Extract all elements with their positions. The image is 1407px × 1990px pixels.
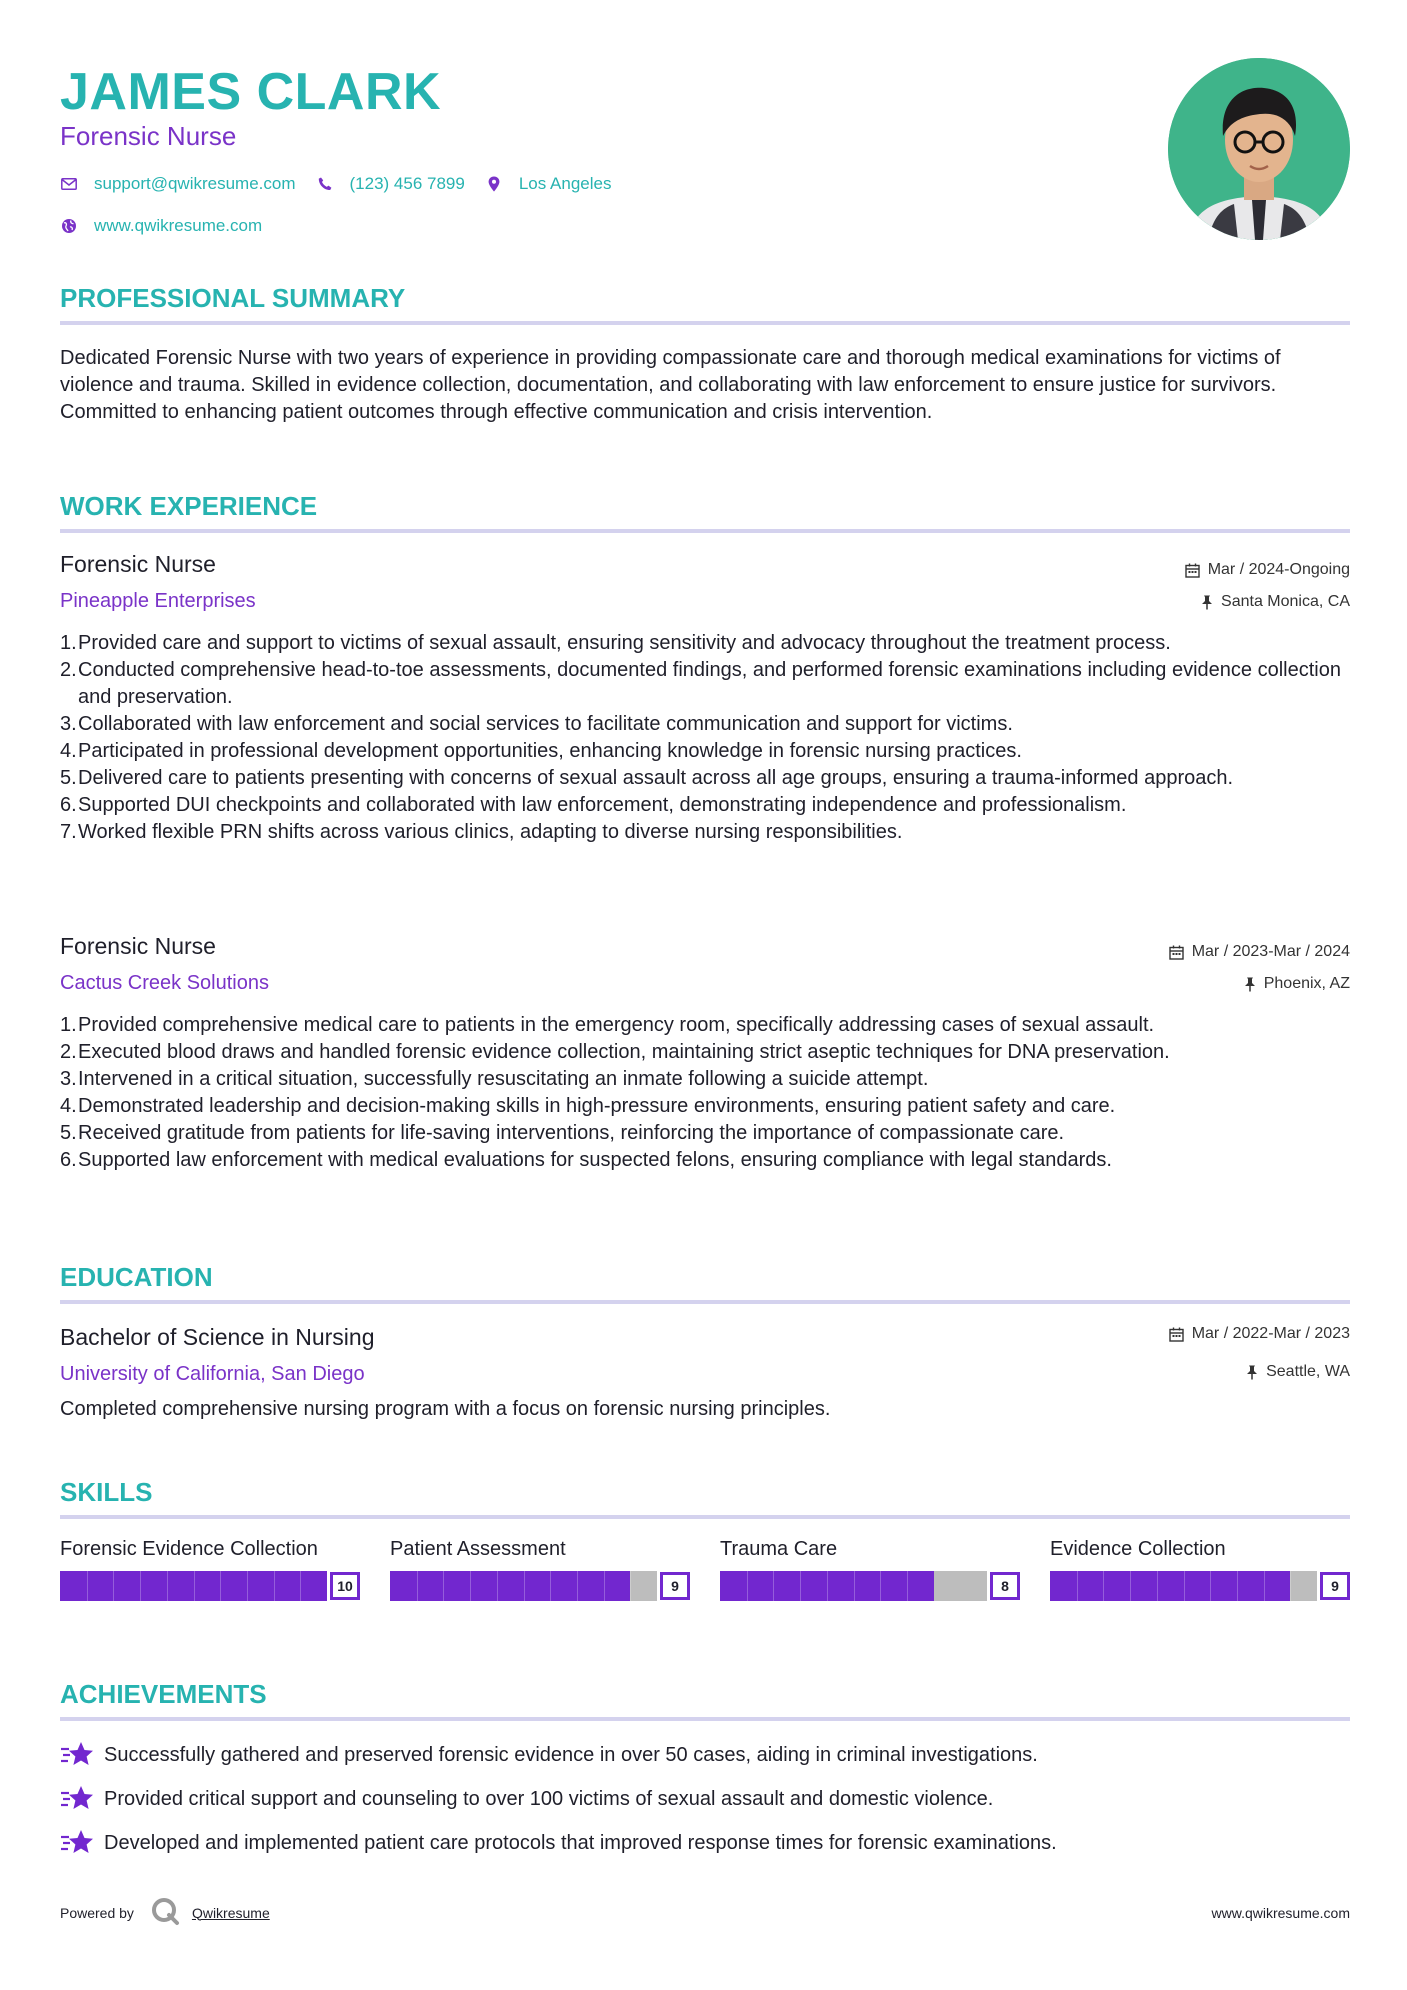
skill-name: Patient Assessment	[390, 1538, 566, 1560]
job-title-1: Forensic Nurse	[60, 551, 216, 577]
list-item: Executed blood draws and handled forensic evidence collection, maintaining strict aseptic techniques for DNA preservation.	[78, 1041, 1170, 1063]
list-item: Received gratitude from patients for life-saving interventions, reinforcing the importance of compassionate care.	[78, 1122, 1065, 1144]
qwikresume-link[interactable]: Qwikresume	[191, 1904, 270, 1921]
summary-heading: PROFESSIONAL SUMMARY	[60, 283, 406, 313]
skill-name: Trauma Care	[720, 1538, 838, 1560]
company-1: Pineapple Enterprises	[60, 590, 256, 612]
skill-bar-segment	[550, 1571, 551, 1601]
calendar-icon	[1185, 563, 1200, 578]
skill-bar-segment	[140, 1571, 141, 1601]
achievement-text: Developed and implemented patient care protocols that improved response times for forensic examinations.	[104, 1831, 1057, 1854]
powered-by-label: Powered by	[60, 1904, 134, 1921]
skill-bar-segment	[194, 1571, 195, 1601]
footer-website[interactable]: www.qwikresume.com	[1211, 1905, 1350, 1921]
list-item: Worked flexible PRN shifts across various clinics, adapting to diverse nursing responsibilities.	[78, 821, 903, 843]
company-2: Cactus Creek Solutions	[60, 972, 269, 994]
skill-bar-segment	[497, 1571, 498, 1601]
skill-bar-segment	[630, 1571, 631, 1601]
skill-name: Forensic Evidence Collection	[60, 1538, 318, 1560]
contact-info	[60, 172, 631, 256]
skill-item	[1050, 1536, 1350, 1601]
globe-icon	[60, 217, 78, 235]
phone-icon	[316, 175, 334, 193]
achievement-text: Provided critical support and counseling to over 100 victims of sexual assault and domestic violence.	[104, 1787, 994, 1810]
list-item: Intervened in a critical situation, successfully resuscitating an inmate following a suicide attempt.	[78, 1068, 929, 1090]
degree-title: Bachelor of Science in Nursing	[60, 1324, 375, 1350]
job-date-2	[1169, 941, 1350, 963]
candidate-role: Forensic Nurse	[60, 121, 237, 151]
skill-item	[60, 1536, 360, 1601]
job-location-1	[1201, 591, 1350, 613]
job-bullets-1	[60, 630, 1350, 846]
pushpin-icon	[1201, 595, 1213, 610]
job-date-text-1: Mar / 2024-Ongoing	[1207, 561, 1350, 578]
achievement-item	[60, 1828, 1057, 1858]
education-date	[1169, 1323, 1350, 1345]
contact-email[interactable]	[60, 174, 296, 194]
list-item: Conducted comprehensive head-to-toe assessments, documented findings, and performed forensic examinations including evidence collection and preservation.	[78, 659, 1341, 708]
skill-bar-segment	[1157, 1571, 1158, 1601]
education-date-text: Mar / 2022-Mar / 2023	[1191, 1325, 1350, 1342]
skill-level-badge: 9	[660, 1572, 690, 1600]
skill-bar-segment	[880, 1571, 881, 1601]
contact-website[interactable]	[60, 216, 262, 236]
skill-bar-segment	[773, 1571, 774, 1601]
skill-rating-bar	[1050, 1571, 1350, 1601]
skill-bar-segment	[1077, 1571, 1078, 1601]
achievements-heading: ACHIEVEMENTS	[60, 1679, 267, 1709]
skill-level-badge: 8	[990, 1572, 1020, 1600]
skill-bar-segment	[417, 1571, 418, 1601]
skill-rating-bar	[390, 1571, 690, 1601]
list-item: Participated in professional development opportunities, enhancing knowledge in forensic nursing practices.	[78, 740, 1022, 762]
phone-text: (123) 456 7899	[349, 174, 465, 193]
skill-bar-fill	[1050, 1571, 1290, 1601]
achievement-text: Successfully gathered and preserved forensic evidence in over 50 cases, aiding in criminal investigations.	[104, 1743, 1038, 1766]
location-text: Los Angeles	[518, 174, 612, 193]
education-location-text: Seattle, WA	[1266, 1363, 1350, 1380]
skill-bar-segment	[300, 1571, 301, 1601]
education-description: Completed comprehensive nursing program with a focus on forensic nursing principles.	[60, 1398, 831, 1420]
skill-bar-segment	[1237, 1571, 1238, 1601]
website-text: www.qwikresume.com	[94, 216, 263, 235]
skill-rating-bar	[720, 1571, 1020, 1601]
skill-item	[390, 1536, 690, 1601]
skill-bar-segment	[854, 1571, 855, 1601]
achievement-item	[60, 1784, 993, 1814]
job-location-2	[1244, 973, 1350, 995]
list-item: Demonstrated leadership and decision-making skills in high-pressure environments, ensuring patient safety and care.	[78, 1095, 1116, 1117]
education-divider	[60, 1300, 1350, 1304]
skill-bar-segment	[1184, 1571, 1185, 1601]
skill-name: Evidence Collection	[1050, 1538, 1226, 1560]
skill-bar-segment	[1103, 1571, 1104, 1601]
skills-divider	[60, 1515, 1350, 1519]
qwikresume-logo-icon	[150, 1896, 180, 1929]
calendar-icon	[1169, 945, 1184, 960]
skill-bar-segment	[443, 1571, 444, 1601]
skill-level-badge: 9	[1320, 1572, 1350, 1600]
skill-bar-segment	[1264, 1571, 1265, 1601]
map-pin-icon	[485, 175, 503, 193]
summary-divider	[60, 321, 1350, 325]
contact-location	[485, 174, 612, 194]
skill-bar-segment	[113, 1571, 114, 1601]
skill-bar-segment	[800, 1571, 801, 1601]
job-bullets-2	[60, 1012, 1350, 1174]
skill-bar-segment	[1290, 1571, 1291, 1601]
skill-bar-segment	[1210, 1571, 1211, 1601]
education-location	[1246, 1361, 1350, 1383]
skill-bar-segment	[1130, 1571, 1131, 1601]
skills-heading: SKILLS	[60, 1477, 153, 1507]
skill-bar-segment	[167, 1571, 168, 1601]
education-heading: EDUCATION	[60, 1262, 213, 1292]
job-title-2: Forensic Nurse	[60, 933, 216, 959]
star-icon	[60, 1828, 94, 1858]
candidate-name: JAMES CLARK	[60, 63, 442, 121]
email-text: support@qwikresume.com	[94, 174, 296, 193]
skill-level-badge: 10	[330, 1572, 360, 1600]
experience-divider	[60, 529, 1350, 533]
skill-bar-segment	[220, 1571, 221, 1601]
list-item: Supported DUI checkpoints and collaborated with law enforcement, demonstrating independence and professionalism.	[78, 794, 1127, 816]
list-item: Provided care and support to victims of sexual assault, ensuring sensitivity and advocacy throughout the treatment process.	[78, 632, 1171, 654]
skill-bar-segment	[604, 1571, 605, 1601]
job-location-text-2: Phoenix, AZ	[1263, 975, 1350, 992]
skill-item	[720, 1536, 1020, 1601]
skill-bar-segment	[524, 1571, 525, 1601]
experience-heading: WORK EXPERIENCE	[60, 491, 318, 521]
profile-photo	[1168, 58, 1350, 240]
contact-phone[interactable]	[316, 174, 465, 194]
skill-bar-segment	[907, 1571, 908, 1601]
list-item: Provided comprehensive medical care to patients in the emergency room, specifically addressing cases of sexual assault.	[78, 1014, 1155, 1036]
summary-text: Dedicated Forensic Nurse with two years of experience in providing compassionate care and thorough medical examinations for victims of violence and trauma. Skilled in evidence collection, documentation, and collaborating with law enforcement to ensure justice for survivors. Committed to enhancing patient outcomes through effective communication and crisis intervention.	[60, 347, 1281, 423]
job-date-text-2: Mar / 2023-Mar / 2024	[1191, 943, 1350, 960]
skill-bar-segment	[87, 1571, 88, 1601]
calendar-icon	[1169, 1327, 1184, 1342]
star-icon	[60, 1784, 94, 1814]
skill-rating-bar	[60, 1571, 360, 1601]
achievement-item	[60, 1740, 1038, 1770]
pushpin-icon	[1244, 977, 1256, 992]
envelope-icon	[60, 175, 78, 193]
skill-bar-segment	[470, 1571, 471, 1601]
list-item: Supported law enforcement with medical evaluations for suspected felons, ensuring compliance with legal standards.	[78, 1149, 1112, 1171]
list-item: Delivered care to patients presenting with concerns of sexual assault across all age groups, ensuring a trauma-informed approach.	[78, 767, 1234, 789]
footer-powered-by	[60, 1896, 270, 1929]
skill-bar-segment	[577, 1571, 578, 1601]
pushpin-icon	[1246, 1365, 1258, 1380]
list-item: Collaborated with law enforcement and social services to facilitate communication and support for victims.	[78, 713, 1013, 735]
star-icon	[60, 1740, 94, 1770]
job-location-text-1: Santa Monica, CA	[1221, 593, 1350, 610]
job-date-1	[1185, 559, 1350, 581]
skill-bar-segment	[274, 1571, 275, 1601]
skill-bar-segment	[747, 1571, 748, 1601]
school-name: University of California, San Diego	[60, 1363, 365, 1385]
achievements-divider	[60, 1717, 1350, 1721]
skill-bar-segment	[827, 1571, 828, 1601]
skill-bar-segment	[247, 1571, 248, 1601]
skill-bar-fill	[390, 1571, 630, 1601]
resume-page	[60, 0, 1350, 1990]
